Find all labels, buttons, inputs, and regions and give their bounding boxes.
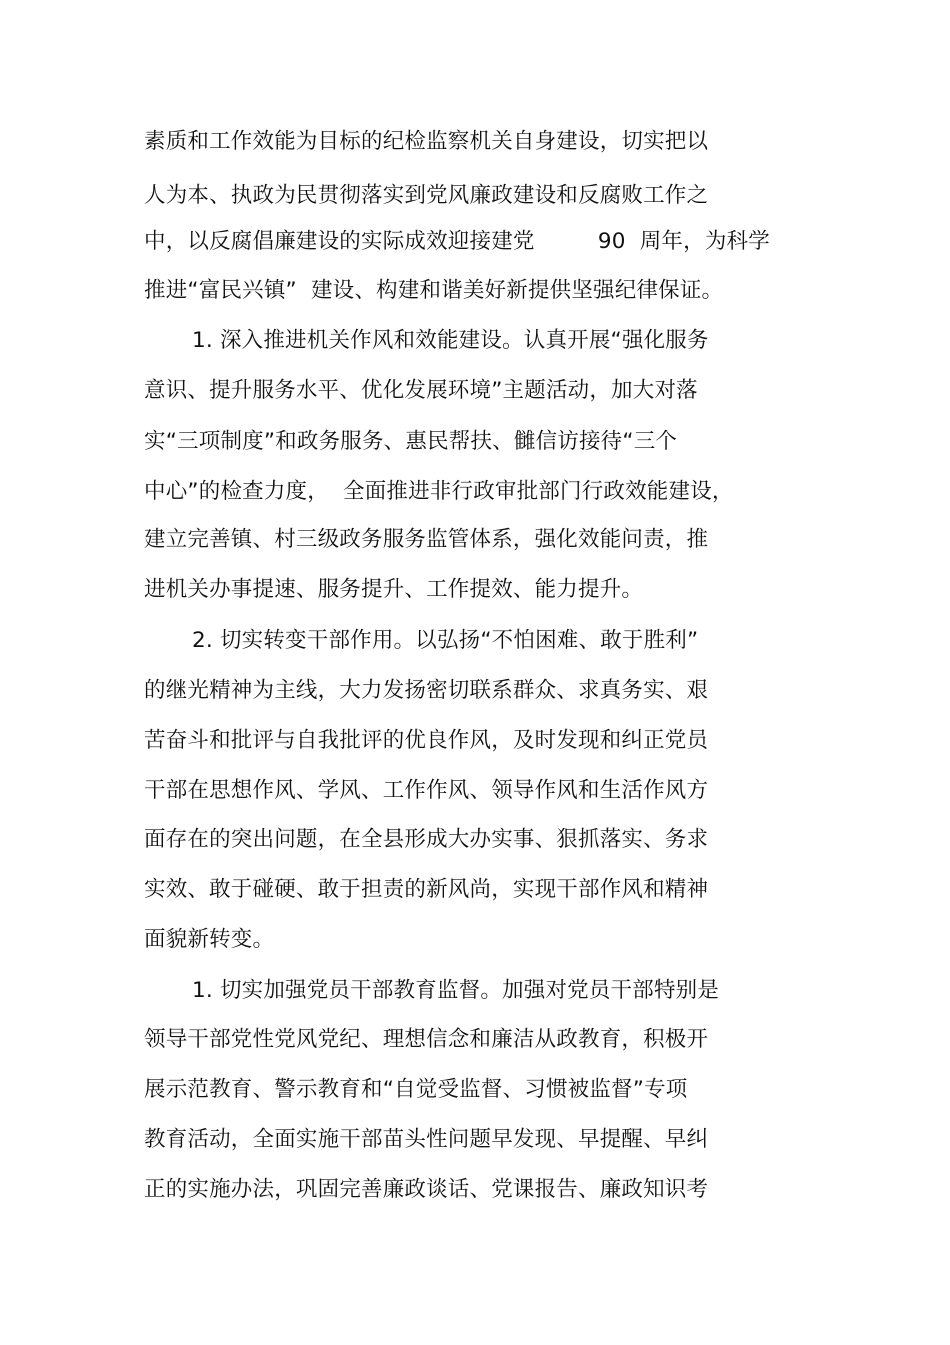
text-line: 面存在的突出问题，在全县形成大办实事、狠抓落实、务求 (144, 827, 709, 852)
text-line: 中心”的检查力度， 全面推进非行政审批部门行政效能建设， (144, 479, 734, 504)
text-line: 实“三项制度”和政务服务、惠民帮扶、雠信访接待“三个 (144, 429, 678, 454)
text-line: 人为本、执政为民贯彻落实到党风廉政建设和反腐败工作之 (144, 183, 709, 208)
text-line: 教育活动，全面实施干部苗头性问题早发现、早提醒、早纠 (144, 1127, 709, 1152)
text-line: 意识、提升服务水平、优化发展环境”主题活动，加大对落 (144, 378, 698, 403)
text-line: 正的实施办法，巩固完善廉政谈话、党课报告、廉政知识考 (144, 1177, 709, 1202)
text-line: 苦奋斗和批评与自我批评的优良作风，及时发现和纠正党员 (144, 728, 709, 753)
text-line: 建立完善镇、村三级政务服务监管体系，强化效能问责，推 (144, 527, 709, 552)
text-line: 实效、敢于碰硬、敢于担责的新风尚，实现干部作风和精神 (144, 877, 709, 902)
text-line: 素质和工作效能为目标的纪检监察机关自身建设，切实把以 (144, 129, 709, 154)
text-line: 面貌新转变。 (144, 927, 275, 952)
text-line: 领导干部党性党风党纪、理想信念和廉洁从政教育，积极开 (144, 1027, 709, 1052)
text-line: 干部在思想作风、学风、工作作风、领导作风和生活作风方 (144, 778, 709, 803)
paragraph-heading-line: 1. 深入推进机关作风和效能建设。认真开展“强化服务 (192, 328, 709, 353)
paragraph-heading-line: 2. 切实转变干部作用。以弘扬“不怕困难、敢于胜利” (192, 628, 699, 653)
text-line: 的继光精神为主线，大力发扬密切联系群众、求真务实、艰 (144, 678, 709, 703)
text-line: 中，以反腐倡廉建设的实际成效迎接建党 90 周年，为科学 (144, 229, 770, 254)
text-line: 进机关办事提速、服务提升、工作提效、能力提升。 (144, 577, 644, 602)
paragraph-heading-line: 1. 切实加强党员干部教育监督。加强对党员干部特别是 (192, 978, 720, 1003)
text-line: 展示范教育、警示教育和“自觉受监督、习惯被监督”专项 (144, 1077, 688, 1102)
text-line: 推进“富民兴镇” 建设、构建和谐美好新提供坚强纪律保证。 (144, 278, 724, 303)
